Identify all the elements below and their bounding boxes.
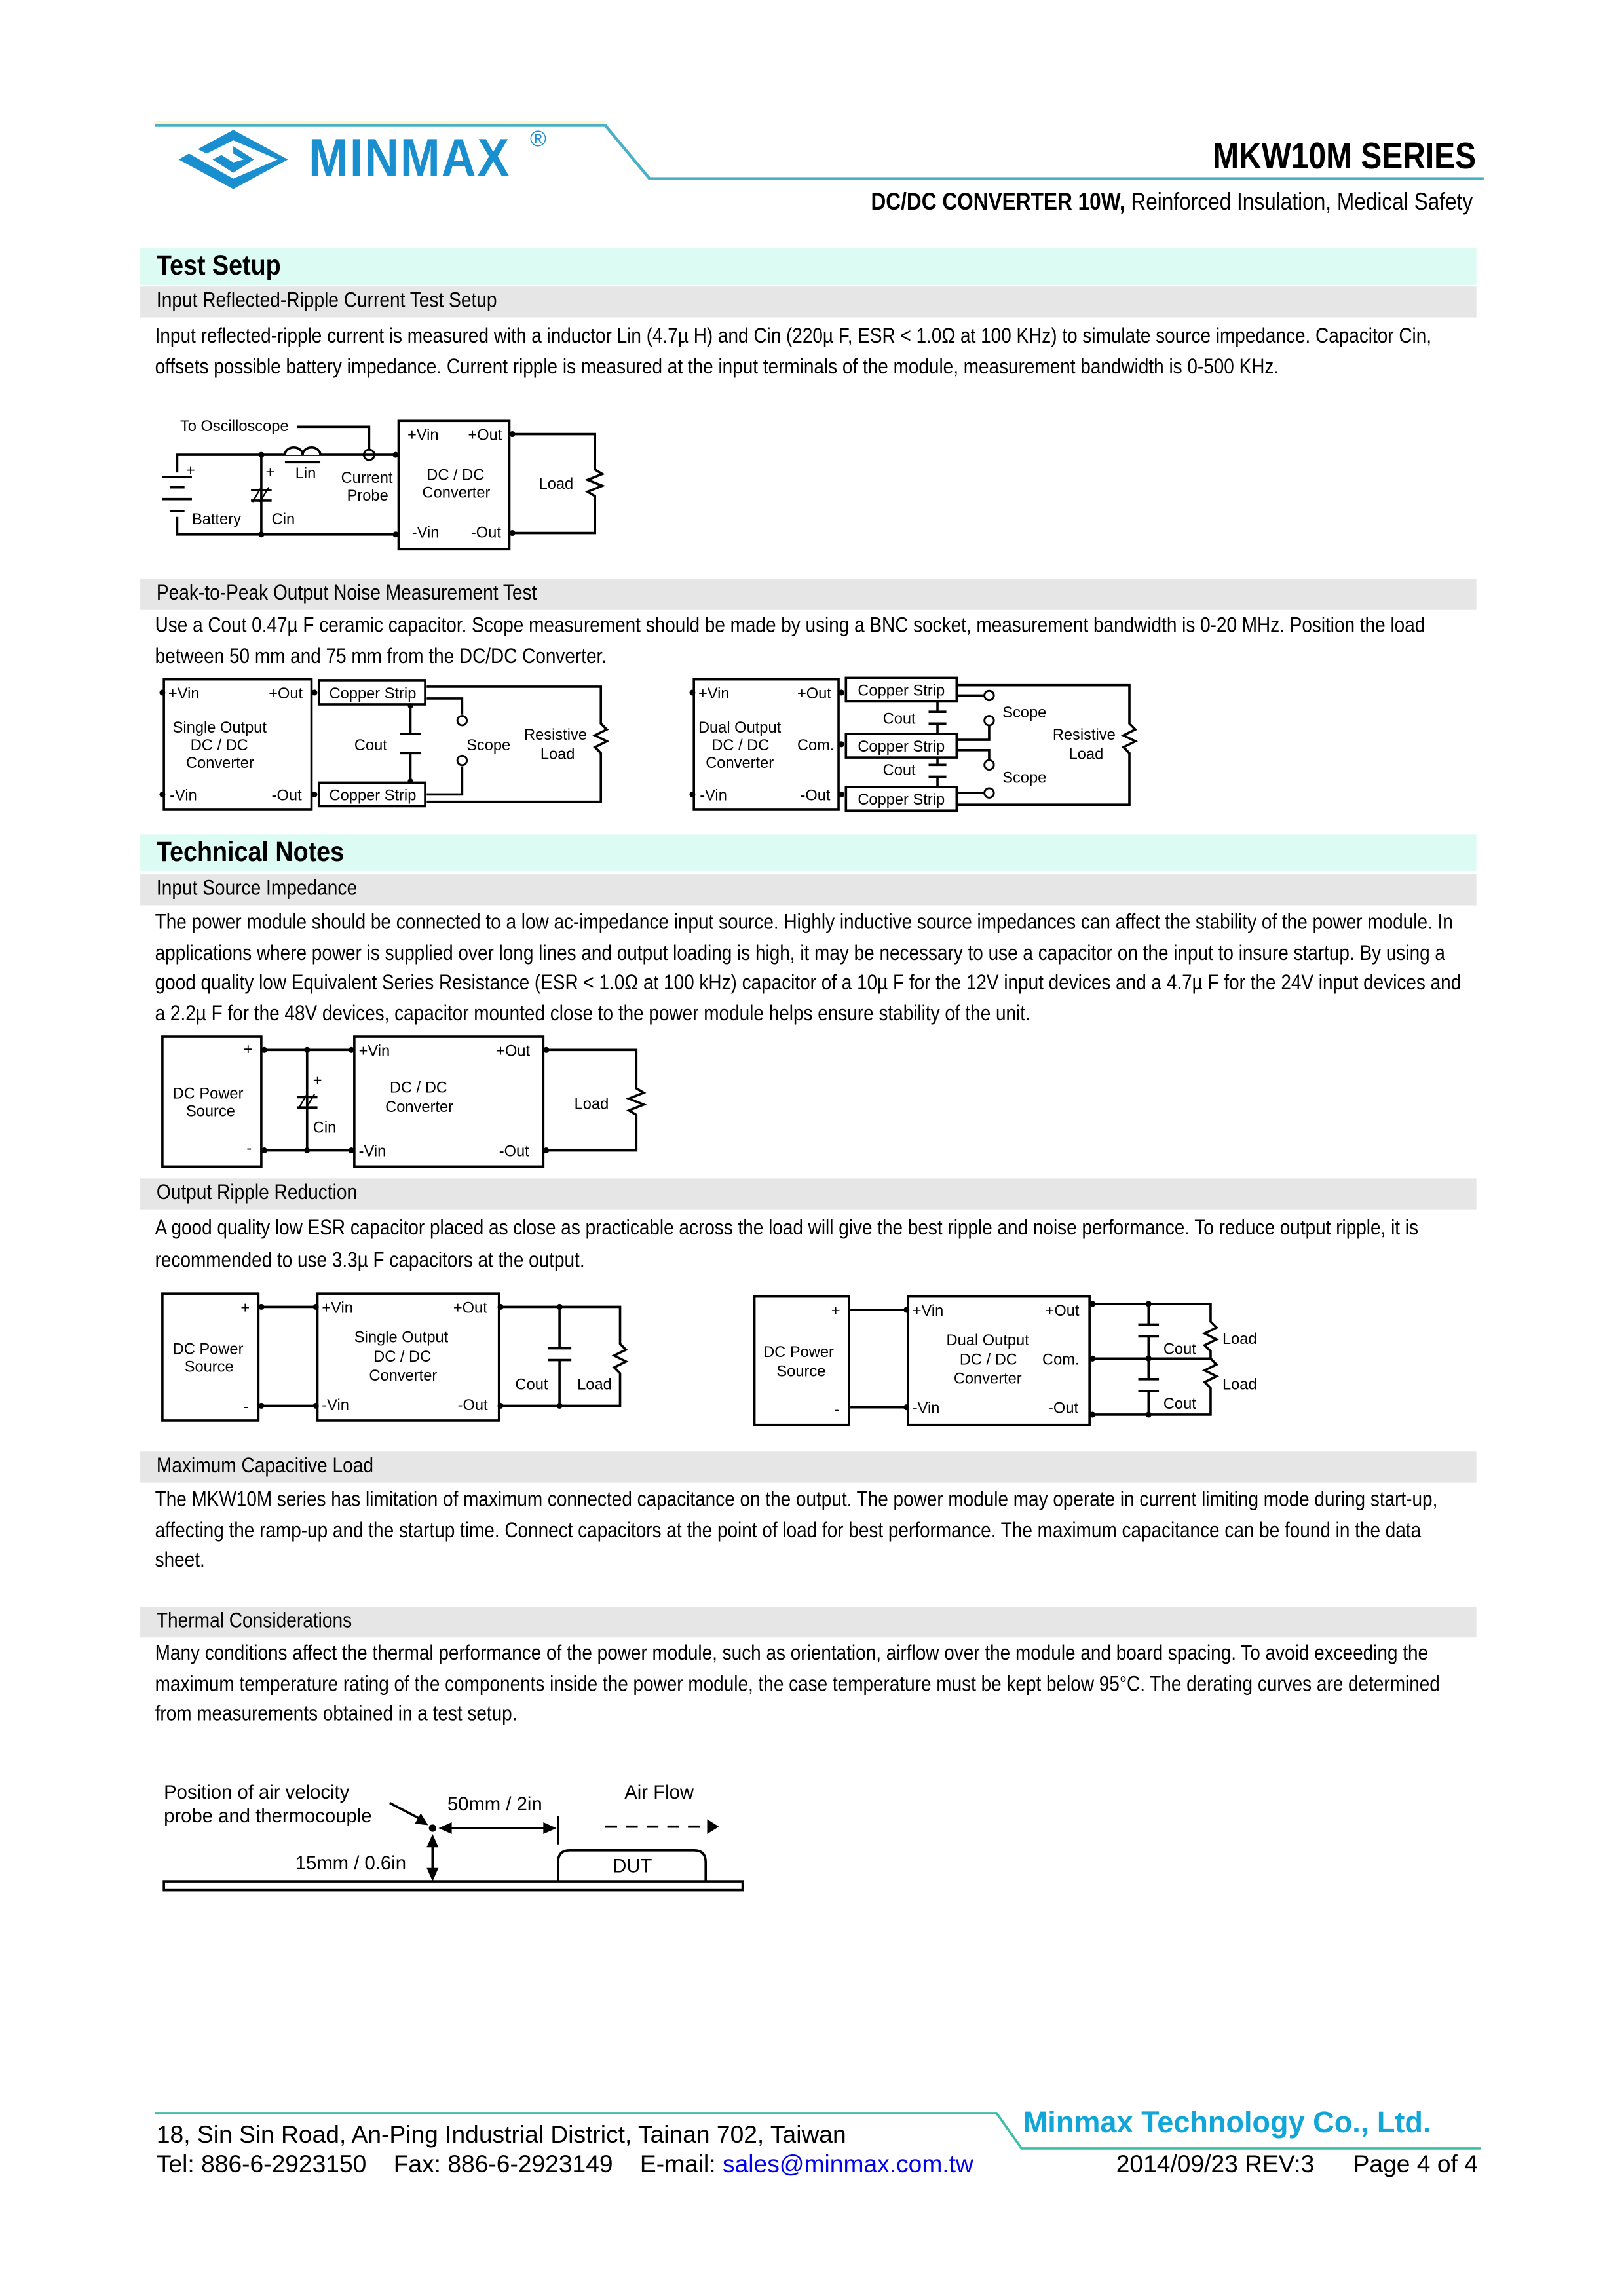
label-cout: Cout: [882, 710, 916, 728]
label-probe-thermocouple: probe and thermocouple: [164, 1805, 372, 1827]
section-title: Test Setup: [156, 251, 281, 282]
footer-email-label: E-mail:: [639, 2151, 716, 2179]
label-cout: Cout: [354, 737, 387, 754]
label-height: 15mm / 0.6in: [295, 1852, 406, 1875]
label-source: Source: [776, 1363, 826, 1381]
label-copper-strip: Copper Strip: [329, 787, 417, 805]
label-load: Load: [1222, 1376, 1257, 1394]
label-to-oscilloscope: To Oscilloscope: [179, 418, 289, 436]
label-cout: Cout: [882, 762, 916, 780]
label-converter: Converter: [706, 754, 774, 772]
input-source-diagram: [162, 1037, 644, 1166]
label-copper-strip: Copper Strip: [329, 685, 417, 702]
label-source: Source: [185, 1103, 235, 1120]
label-cout: Cout: [1163, 1395, 1196, 1413]
ripple-single-output-diagram: [162, 1293, 626, 1421]
label-plus-out: +Out: [468, 427, 502, 444]
footer-date-rev: 2014/09/23 REV:3: [1116, 2151, 1315, 2179]
subsection-thermal: [140, 1607, 1477, 1637]
label-minus-vin: -Vin: [912, 1400, 940, 1417]
label-plus-vin: +Vin: [698, 685, 730, 702]
label-cout: Cout: [1163, 1341, 1196, 1358]
label-plus: +: [240, 1299, 250, 1317]
subtitle-rest: Reinforced Insulation, Medical Safety: [1125, 189, 1474, 216]
label-plus-out: +Out: [797, 685, 831, 702]
airflow-arrow-icon: [707, 1819, 719, 1834]
battery-icon: [162, 477, 192, 511]
label-plus: +: [185, 462, 195, 480]
subsection-title: Input Source Impedance: [156, 877, 358, 901]
label-scope: Scope: [1002, 704, 1047, 722]
footer-page-number: Page 4 of 4: [1353, 2151, 1478, 2179]
series-title: MKW10M SERIES: [1213, 136, 1477, 178]
label-resistive: Resistive: [524, 727, 587, 744]
subsection-title: Maximum Capacitive Load: [156, 1454, 374, 1478]
label-scope: Scope: [466, 737, 511, 754]
label-plus-vin: +Vin: [912, 1302, 944, 1320]
label-dcdc: DC / DC: [711, 737, 770, 754]
label-airflow: Air Flow: [624, 1781, 694, 1803]
label-dc-power: DC Power: [172, 1341, 244, 1358]
label-minus: -: [246, 1140, 252, 1158]
label-dcdc: DC / DC: [959, 1351, 1017, 1369]
resistive-load-icon: [426, 687, 607, 802]
subsection-ripple: [140, 1178, 1477, 1209]
label-probe-position: Position of air velocity: [164, 1781, 350, 1803]
label-copper-strip: Copper Strip: [858, 682, 945, 700]
label-cin: Cin: [312, 1119, 337, 1137]
label-cin: Cin: [271, 511, 295, 529]
label-load: Load: [1068, 746, 1104, 763]
label-com: Com.: [797, 737, 835, 754]
label-source: Source: [184, 1358, 234, 1376]
label-minus-vin: -Vin: [358, 1143, 387, 1160]
subtitle-bold: DC/DC CONVERTER 10W,: [871, 189, 1126, 216]
label-minus-vin: -Vin: [700, 787, 727, 805]
label-copper-strip: Copper Strip: [858, 792, 945, 809]
label-plus-out: +Out: [496, 1043, 531, 1060]
label-load: Load: [1222, 1330, 1257, 1348]
label-copper-strip: Copper Strip: [858, 738, 945, 756]
label-plus-vin: +Vin: [168, 685, 200, 702]
label-minus: -: [243, 1398, 249, 1416]
label-plus: +: [312, 1072, 322, 1090]
ripple-dual-output-diagram: [755, 1297, 1257, 1425]
footer-email-link[interactable]: sales@minmax.com.tw: [722, 2151, 973, 2179]
label-minus-vin: -Vin: [170, 787, 197, 805]
label-converter: Converter: [369, 1368, 438, 1385]
label-dc-power: DC Power: [763, 1344, 834, 1362]
label-dual-output: Dual Output: [698, 719, 782, 737]
footer-company: Minmax Technology Co., Ltd.: [1023, 2107, 1431, 2140]
label-converter: Converter: [385, 1098, 454, 1116]
logo-text: MINMAX: [309, 126, 511, 188]
label-plus-vin: +Vin: [322, 1299, 353, 1317]
paragraph-input-ripple: Input reflected-ripple current is measured with a inductor Lin (4.7µ H) and Cin (220µ F, ESR < 1.0Ω at 100 KHz) to simulate source impedance. Capacitor Cin, offsets possible battery impedance. Current ripple is measured at the input terminals of the module, measurement bandwidth is 0-500 KHz.: [155, 324, 1432, 379]
label-dcdc: DC / DC: [389, 1079, 448, 1097]
label-plus-vin: +Vin: [407, 427, 439, 444]
label-converter: Converter: [422, 484, 491, 502]
label-distance: 50mm / 2in: [447, 1793, 542, 1815]
subsection-title: Thermal Considerations: [156, 1609, 352, 1634]
label-single-output: Single Output: [354, 1329, 449, 1347]
section-title: Technical Notes: [156, 837, 345, 869]
label-minus-out: -Out: [1048, 1400, 1079, 1417]
resistive-load-icon: [958, 685, 1135, 805]
label-minus-out: -Out: [457, 1397, 488, 1415]
label-minus-out: -Out: [499, 1143, 529, 1160]
label-load: Load: [540, 746, 575, 763]
section-technical-notes: [140, 834, 1477, 871]
label-scope: Scope: [1002, 769, 1047, 787]
label-dcdc: DC / DC: [190, 737, 248, 754]
label-dc-power: DC Power: [172, 1085, 244, 1103]
label-plus-vin: +Vin: [358, 1043, 390, 1060]
paragraph-cap-load: The MKW10M series has limitation of maximum connected capacitance on the output. The power module may operate in current limiting mode during start-up, affecting the ramp-up and the startup time. Connect capacitors at the point of load for best performance. The maximum capacitance can be found in the data sheet.: [155, 1488, 1438, 1573]
label-lin: Lin: [295, 465, 316, 483]
subsection-title: Peak-to-Peak Output Noise Measurement Test: [156, 581, 537, 605]
label-load: Load: [574, 1096, 609, 1113]
label-cout: Cout: [515, 1376, 548, 1394]
label-minus-vin: -Vin: [411, 524, 440, 542]
label-plus-out: +Out: [1045, 1302, 1080, 1320]
label-dcdc: DC / DC: [426, 467, 485, 484]
logo-registered-mark: ®: [530, 126, 546, 153]
footer-contact: [157, 2151, 973, 2179]
label-dut: DUT: [613, 1855, 652, 1877]
label-resistive: Resistive: [1052, 727, 1116, 744]
label-plus: +: [243, 1041, 253, 1059]
label-plus-out: +Out: [269, 685, 303, 702]
label-plus: +: [265, 463, 275, 481]
footer-tel: Tel: 886-6-2923150: [156, 2151, 367, 2179]
label-probe: Probe: [347, 487, 388, 505]
subsection-title: Input Reflected-Ripple Current Test Setup: [156, 289, 497, 313]
label-current: Current: [341, 469, 393, 487]
label-single-output: Single Output: [172, 719, 267, 737]
label-dual-output: Dual Output: [946, 1332, 1029, 1350]
noise-single-output-diagram: [159, 679, 607, 809]
label-minus-vin: -Vin: [322, 1397, 349, 1415]
subsection-title: Output Ripple Reduction: [156, 1181, 358, 1205]
footer-address: 18, Sin Sin Road, An-Ping Industrial District, Tainan 702, Taiwan: [156, 2122, 846, 2149]
footer-fax: Fax: 886-6-2923149: [393, 2151, 613, 2179]
subsection-noise: [140, 579, 1477, 609]
label-minus-out: -Out: [470, 524, 501, 542]
noise-dual-output-diagram: [689, 678, 1135, 811]
label-plus: +: [831, 1302, 840, 1320]
label-com: Com.: [1042, 1351, 1080, 1369]
subsection-cap-load: [140, 1451, 1477, 1482]
label-dcdc: DC / DC: [373, 1348, 432, 1366]
label-minus: -: [834, 1401, 840, 1419]
paragraph-noise: Use a Cout 0.47µ F ceramic capacitor. Scope measurement should be made by using a BNC socket, measurement bandwidth is 0-20 MHz. Position the load between 50 mm and 75 mm from the DC/DC Converter.: [155, 614, 1426, 668]
label-load: Load: [577, 1376, 612, 1394]
input-ripple-diagram: [162, 418, 603, 549]
label-converter: Converter: [185, 754, 254, 772]
label-battery: Battery: [191, 511, 241, 529]
paragraph-ripple: A good quality low ESR capacitor placed as close as practicable across the load will give the best ripple and noise performance. To reduce output ripple, it is recommended to use 3.3µ F capacitors at the output.: [155, 1216, 1418, 1273]
label-minus-out: -Out: [271, 787, 302, 805]
inductor-icon: [285, 448, 320, 455]
paragraph-thermal: Many conditions affect the thermal performance of the power module, such as orientation, airflow over the module and board spacing. To avoid exceeding the maximum temperature rating of the components inside the power module, the case temperature must be kept below 95°C. The derating curves are determined from measurements obtained in a test setup.: [155, 1642, 1440, 1727]
label-plus-out: +Out: [453, 1299, 487, 1317]
label-converter: Converter: [953, 1370, 1022, 1388]
paragraph-input-source: The power module should be connected to a low ac-impedance input source. Highly inductive source impedances can affect the stability of the power module. In applications where power is supplied over long lines and output loading is high, it may be necessary to use a capacitor on the input to insure startup. By using a good quality low Equivalent Series Resistance (ESR < 1.0Ω at 100 kHz) capacitor of a 10µ F for the 12V input devices and a 4.7µ F for the 24V input devices and a 2.2µ F for the 48V devices, capacitor mounted close to the power module helps ensure stability of the unit.: [155, 911, 1462, 1026]
probe-point-icon: [429, 1824, 436, 1831]
label-load: Load: [538, 475, 574, 493]
subsection-input-source: [140, 874, 1477, 905]
label-minus-out: -Out: [800, 787, 831, 805]
board-shape: [164, 1881, 742, 1890]
thermal-setup-diagram: [164, 1782, 742, 1890]
